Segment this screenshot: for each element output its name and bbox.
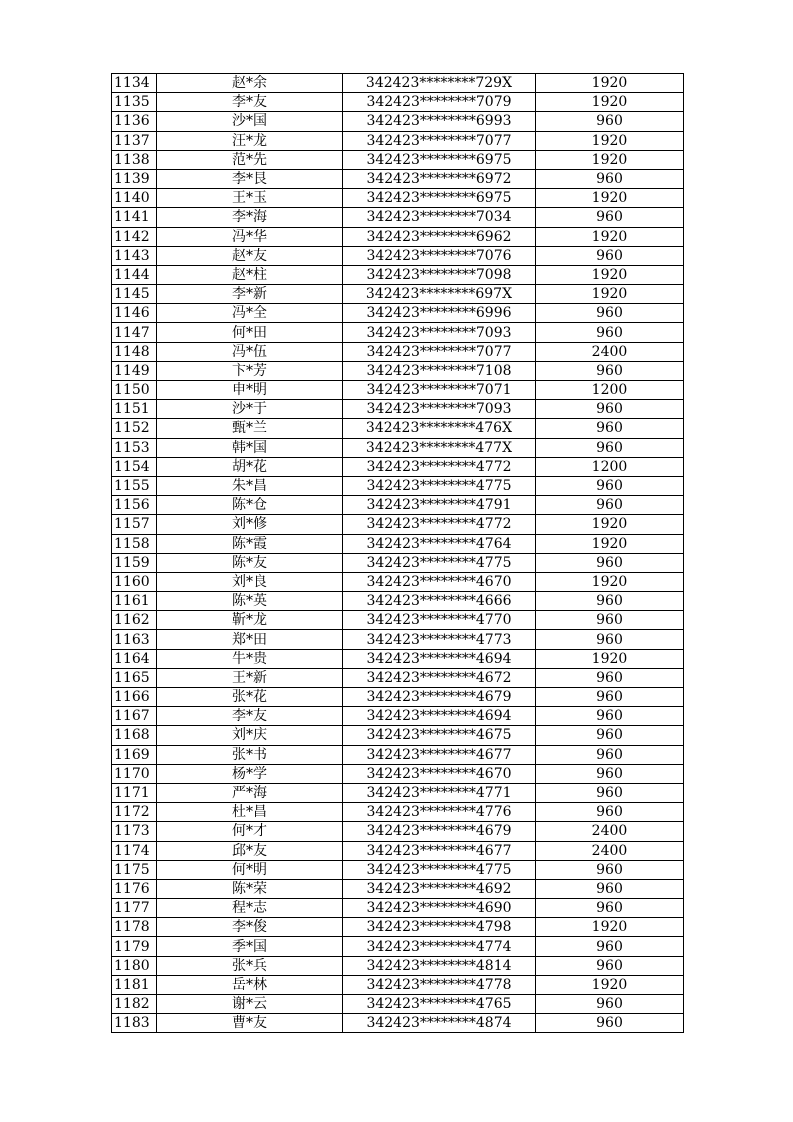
table-row (112, 285, 684, 304)
amount-cell: 960 (536, 400, 684, 419)
id-number-cell: 342423********4690 (343, 899, 536, 918)
id-number-cell: 342423********7093 (343, 400, 536, 419)
amount-cell: 1920 (536, 189, 684, 208)
amount-cell: 1920 (536, 285, 684, 304)
table-row (112, 899, 684, 918)
name-cell: 沙*于 (157, 400, 343, 419)
table-row (112, 860, 684, 879)
id-number-cell: 342423********4670 (343, 764, 536, 783)
id-number-cell: 342423********4778 (343, 975, 536, 994)
row-number-cell: 1135 (112, 93, 157, 112)
amount-cell: 960 (536, 304, 684, 323)
id-number-cell: 342423********4770 (343, 611, 536, 630)
id-number-cell: 342423********4692 (343, 879, 536, 898)
subsidy-table (111, 73, 684, 1033)
table-row (112, 150, 684, 169)
id-number-cell: 342423********4774 (343, 937, 536, 956)
name-cell: 严*海 (157, 783, 343, 802)
id-number-cell: 342423********7076 (343, 246, 536, 265)
id-number-cell: 342423********7071 (343, 381, 536, 400)
amount-cell: 960 (536, 361, 684, 380)
row-number-cell: 1134 (112, 74, 157, 93)
row-number-cell: 1141 (112, 208, 157, 227)
table-row (112, 246, 684, 265)
amount-cell: 2400 (536, 822, 684, 841)
name-cell: 赵*柱 (157, 265, 343, 284)
table-row (112, 918, 684, 937)
id-number-cell: 342423********476X (343, 419, 536, 438)
row-number-cell: 1161 (112, 592, 157, 611)
name-cell: 程*志 (157, 899, 343, 918)
table-row (112, 381, 684, 400)
row-number-cell: 1162 (112, 611, 157, 630)
id-number-cell: 342423********4675 (343, 726, 536, 745)
row-number-cell: 1167 (112, 707, 157, 726)
id-number-cell: 342423********7093 (343, 323, 536, 342)
row-number-cell: 1143 (112, 246, 157, 265)
amount-cell: 960 (536, 937, 684, 956)
id-number-cell: 342423********4694 (343, 649, 536, 668)
id-number-cell: 342423********4775 (343, 476, 536, 495)
name-cell: 郑*田 (157, 630, 343, 649)
id-number-cell: 342423********4677 (343, 841, 536, 860)
row-number-cell: 1171 (112, 783, 157, 802)
id-number-cell: 342423********7098 (343, 265, 536, 284)
row-number-cell: 1168 (112, 726, 157, 745)
table-row (112, 400, 684, 419)
table-row (112, 438, 684, 457)
id-number-cell: 342423********7108 (343, 361, 536, 380)
table-row (112, 1014, 684, 1033)
amount-cell: 1920 (536, 74, 684, 93)
id-number-cell: 342423********6996 (343, 304, 536, 323)
amount-cell: 960 (536, 592, 684, 611)
name-cell: 朱*昌 (157, 476, 343, 495)
row-number-cell: 1149 (112, 361, 157, 380)
amount-cell: 2400 (536, 342, 684, 361)
table-row (112, 592, 684, 611)
amount-cell: 960 (536, 208, 684, 227)
row-number-cell: 1178 (112, 918, 157, 937)
row-number-cell: 1172 (112, 803, 157, 822)
row-number-cell: 1173 (112, 822, 157, 841)
table-row (112, 476, 684, 495)
amount-cell: 960 (536, 496, 684, 515)
id-number-cell: 342423********4775 (343, 860, 536, 879)
amount-cell: 960 (536, 783, 684, 802)
row-number-cell: 1152 (112, 419, 157, 438)
name-cell: 杨*学 (157, 764, 343, 783)
table-row (112, 169, 684, 188)
amount-cell: 960 (536, 745, 684, 764)
amount-cell: 1920 (536, 93, 684, 112)
name-cell: 靳*龙 (157, 611, 343, 630)
id-number-cell: 342423********6975 (343, 189, 536, 208)
table-row (112, 688, 684, 707)
name-cell: 王*新 (157, 668, 343, 687)
amount-cell: 1920 (536, 265, 684, 284)
amount-cell: 1920 (536, 975, 684, 994)
name-cell: 范*先 (157, 150, 343, 169)
id-number-cell: 342423********7077 (343, 342, 536, 361)
amount-cell: 960 (536, 112, 684, 131)
row-number-cell: 1183 (112, 1014, 157, 1033)
table-row (112, 937, 684, 956)
name-cell: 杜*昌 (157, 803, 343, 822)
name-cell: 李*新 (157, 285, 343, 304)
name-cell: 张*花 (157, 688, 343, 707)
subsidy-table-body (112, 74, 684, 1033)
table-row (112, 975, 684, 994)
id-number-cell: 342423********4772 (343, 457, 536, 476)
id-number-cell: 342423********7079 (343, 93, 536, 112)
id-number-cell: 342423********4672 (343, 668, 536, 687)
id-number-cell: 342423********4764 (343, 534, 536, 553)
name-cell: 何*明 (157, 860, 343, 879)
id-number-cell: 342423********6975 (343, 150, 536, 169)
amount-cell: 960 (536, 956, 684, 975)
amount-cell: 960 (536, 611, 684, 630)
amount-cell: 960 (536, 764, 684, 783)
amount-cell: 1200 (536, 381, 684, 400)
amount-cell: 960 (536, 169, 684, 188)
table-row (112, 745, 684, 764)
row-number-cell: 1155 (112, 476, 157, 495)
row-number-cell: 1182 (112, 995, 157, 1014)
table-row (112, 419, 684, 438)
id-number-cell: 342423********4874 (343, 1014, 536, 1033)
row-number-cell: 1140 (112, 189, 157, 208)
name-cell: 刘*良 (157, 572, 343, 591)
name-cell: 冯*全 (157, 304, 343, 323)
amount-cell: 960 (536, 668, 684, 687)
table-row (112, 707, 684, 726)
amount-cell: 960 (536, 995, 684, 1014)
name-cell: 甄*兰 (157, 419, 343, 438)
name-cell: 季*国 (157, 937, 343, 956)
id-number-cell: 342423********477X (343, 438, 536, 457)
table-row (112, 496, 684, 515)
row-number-cell: 1150 (112, 381, 157, 400)
amount-cell: 1920 (536, 150, 684, 169)
table-row (112, 93, 684, 112)
amount-cell: 960 (536, 419, 684, 438)
id-number-cell: 342423********729X (343, 74, 536, 93)
row-number-cell: 1174 (112, 841, 157, 860)
name-cell: 陈*荣 (157, 879, 343, 898)
row-number-cell: 1144 (112, 265, 157, 284)
name-cell: 李*海 (157, 208, 343, 227)
row-number-cell: 1166 (112, 688, 157, 707)
row-number-cell: 1137 (112, 131, 157, 150)
row-number-cell: 1145 (112, 285, 157, 304)
table-row (112, 726, 684, 745)
row-number-cell: 1175 (112, 860, 157, 879)
row-number-cell: 1151 (112, 400, 157, 419)
row-number-cell: 1177 (112, 899, 157, 918)
row-number-cell: 1160 (112, 572, 157, 591)
name-cell: 曹*友 (157, 1014, 343, 1033)
table-row (112, 457, 684, 476)
name-cell: 赵*余 (157, 74, 343, 93)
name-cell: 陈*友 (157, 553, 343, 572)
row-number-cell: 1158 (112, 534, 157, 553)
row-number-cell: 1157 (112, 515, 157, 534)
name-cell: 王*玉 (157, 189, 343, 208)
table-row (112, 227, 684, 246)
id-number-cell: 342423********7034 (343, 208, 536, 227)
row-number-cell: 1154 (112, 457, 157, 476)
table-row (112, 304, 684, 323)
amount-cell: 960 (536, 476, 684, 495)
row-number-cell: 1138 (112, 150, 157, 169)
table-row (112, 841, 684, 860)
name-cell: 何*才 (157, 822, 343, 841)
id-number-cell: 342423********4694 (343, 707, 536, 726)
id-number-cell: 342423********6962 (343, 227, 536, 246)
row-number-cell: 1148 (112, 342, 157, 361)
row-number-cell: 1139 (112, 169, 157, 188)
table-row (112, 189, 684, 208)
row-number-cell: 1156 (112, 496, 157, 515)
table-row (112, 208, 684, 227)
name-cell: 沙*国 (157, 112, 343, 131)
name-cell: 张*兵 (157, 956, 343, 975)
amount-cell: 960 (536, 553, 684, 572)
id-number-cell: 342423********4666 (343, 592, 536, 611)
row-number-cell: 1179 (112, 937, 157, 956)
id-number-cell: 342423********7077 (343, 131, 536, 150)
row-number-cell: 1176 (112, 879, 157, 898)
amount-cell: 960 (536, 726, 684, 745)
amount-cell: 960 (536, 707, 684, 726)
id-number-cell: 342423********4773 (343, 630, 536, 649)
amount-cell: 1920 (536, 572, 684, 591)
row-number-cell: 1180 (112, 956, 157, 975)
id-number-cell: 342423********4772 (343, 515, 536, 534)
name-cell: 牛*贵 (157, 649, 343, 668)
table-row (112, 630, 684, 649)
id-number-cell: 342423********4791 (343, 496, 536, 515)
amount-cell: 1920 (536, 649, 684, 668)
amount-cell: 960 (536, 438, 684, 457)
table-row (112, 611, 684, 630)
table-row (112, 649, 684, 668)
table-row (112, 764, 684, 783)
name-cell: 何*田 (157, 323, 343, 342)
table-row (112, 956, 684, 975)
row-number-cell: 1165 (112, 668, 157, 687)
row-number-cell: 1147 (112, 323, 157, 342)
table-row (112, 783, 684, 802)
name-cell: 陈*霞 (157, 534, 343, 553)
table-row (112, 342, 684, 361)
amount-cell: 960 (536, 688, 684, 707)
name-cell: 李*艮 (157, 169, 343, 188)
row-number-cell: 1169 (112, 745, 157, 764)
name-cell: 赵*友 (157, 246, 343, 265)
amount-cell: 1920 (536, 515, 684, 534)
table-row (112, 995, 684, 1014)
amount-cell: 960 (536, 803, 684, 822)
table-row (112, 361, 684, 380)
amount-cell: 960 (536, 879, 684, 898)
name-cell: 韩*国 (157, 438, 343, 457)
row-number-cell: 1163 (112, 630, 157, 649)
id-number-cell: 342423********6972 (343, 169, 536, 188)
table-row (112, 265, 684, 284)
name-cell: 刘*修 (157, 515, 343, 534)
name-cell: 张*书 (157, 745, 343, 764)
row-number-cell: 1164 (112, 649, 157, 668)
name-cell: 冯*伍 (157, 342, 343, 361)
id-number-cell: 342423********4679 (343, 822, 536, 841)
id-number-cell: 342423********4765 (343, 995, 536, 1014)
id-number-cell: 342423********4677 (343, 745, 536, 764)
name-cell: 胡*花 (157, 457, 343, 476)
id-number-cell: 342423********4775 (343, 553, 536, 572)
amount-cell: 2400 (536, 841, 684, 860)
table-row (112, 822, 684, 841)
amount-cell: 1920 (536, 918, 684, 937)
table-row (112, 803, 684, 822)
amount-cell: 1920 (536, 131, 684, 150)
amount-cell: 1920 (536, 227, 684, 246)
id-number-cell: 342423********4798 (343, 918, 536, 937)
amount-cell: 960 (536, 323, 684, 342)
table-row (112, 572, 684, 591)
row-number-cell: 1146 (112, 304, 157, 323)
table-row (112, 553, 684, 572)
row-number-cell: 1136 (112, 112, 157, 131)
row-number-cell: 1159 (112, 553, 157, 572)
name-cell: 汪*龙 (157, 131, 343, 150)
table-row (112, 534, 684, 553)
row-number-cell: 1170 (112, 764, 157, 783)
id-number-cell: 342423********4679 (343, 688, 536, 707)
id-number-cell: 342423********4776 (343, 803, 536, 822)
id-number-cell: 342423********6993 (343, 112, 536, 131)
amount-cell: 960 (536, 1014, 684, 1033)
name-cell: 李*友 (157, 93, 343, 112)
amount-cell: 960 (536, 860, 684, 879)
table-row (112, 131, 684, 150)
name-cell: 陈*英 (157, 592, 343, 611)
id-number-cell: 342423********4771 (343, 783, 536, 802)
name-cell: 冯*华 (157, 227, 343, 246)
id-number-cell: 342423********4814 (343, 956, 536, 975)
name-cell: 邱*友 (157, 841, 343, 860)
table-row (112, 74, 684, 93)
amount-cell: 1920 (536, 534, 684, 553)
name-cell: 卞*芳 (157, 361, 343, 380)
id-number-cell: 342423********4670 (343, 572, 536, 591)
name-cell: 刘*庆 (157, 726, 343, 745)
amount-cell: 960 (536, 630, 684, 649)
row-number-cell: 1181 (112, 975, 157, 994)
row-number-cell: 1153 (112, 438, 157, 457)
table-row (112, 323, 684, 342)
name-cell: 李*俊 (157, 918, 343, 937)
amount-cell: 1200 (536, 457, 684, 476)
amount-cell: 960 (536, 899, 684, 918)
id-number-cell: 342423********697X (343, 285, 536, 304)
name-cell: 谢*云 (157, 995, 343, 1014)
row-number-cell: 1142 (112, 227, 157, 246)
table-row (112, 515, 684, 534)
name-cell: 申*明 (157, 381, 343, 400)
name-cell: 李*友 (157, 707, 343, 726)
name-cell: 岳*林 (157, 975, 343, 994)
name-cell: 陈*仓 (157, 496, 343, 515)
table-row (112, 879, 684, 898)
table-row (112, 668, 684, 687)
table-row (112, 112, 684, 131)
amount-cell: 960 (536, 246, 684, 265)
